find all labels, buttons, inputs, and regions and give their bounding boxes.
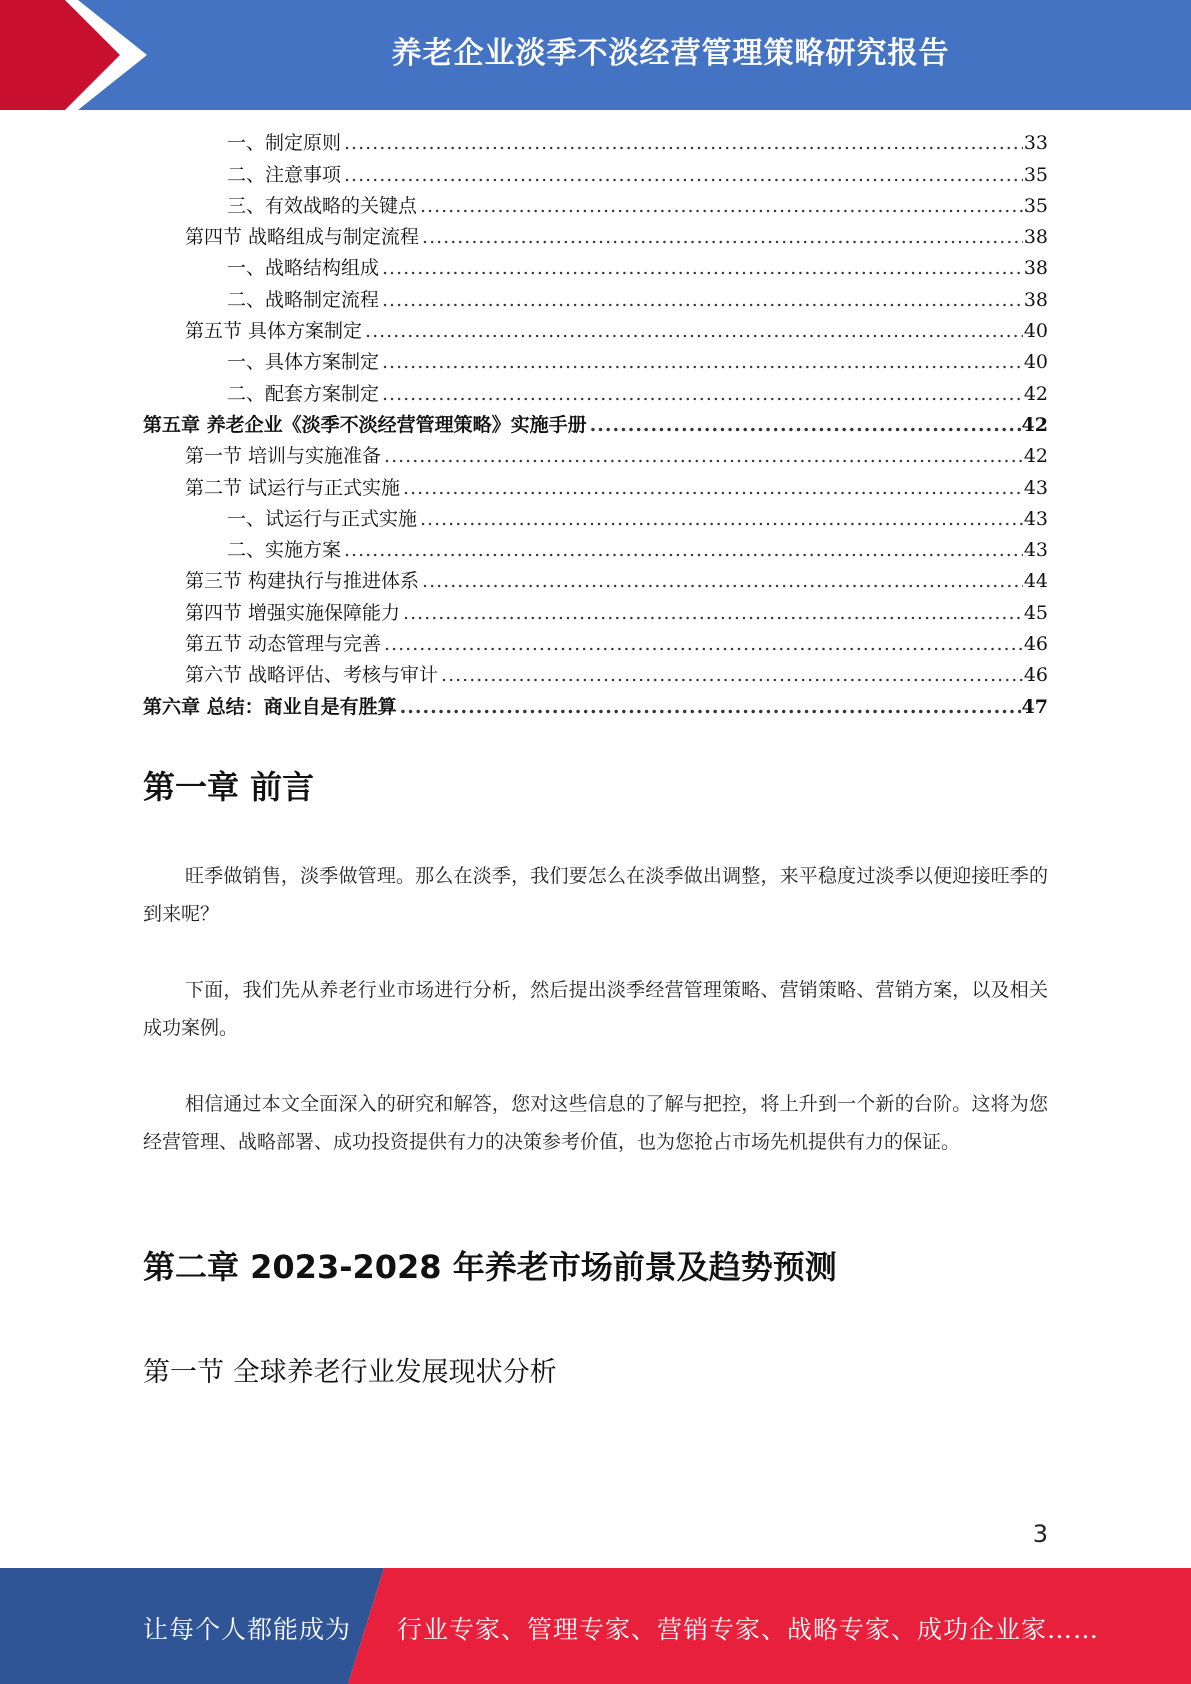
- toc-entry[interactable]: [143, 597, 1048, 628]
- intro-paragraph-2: 下面，我们先从养老行业市场进行分析，然后提出淡季经营管理策略、营销策略、营销方案，以及相关成功案例。: [143, 979, 1048, 1039]
- toc-leader-dots: [382, 285, 1023, 316]
- page-number: 3: [1032, 1520, 1048, 1548]
- toc-entry-title: 二、实施方案: [227, 539, 342, 562]
- footer-slogan-right: 行业专家、管理专家、营销专家、战略专家、成功企业家……: [397, 1615, 1100, 1644]
- toc-leader-dots: [420, 191, 1023, 222]
- toc-leader-dots: [382, 253, 1023, 284]
- toc-leader-dots: [420, 504, 1023, 535]
- table-of-contents: [143, 128, 1048, 723]
- toc-entry-title: 一、试运行与正式实施: [227, 507, 418, 530]
- header-arrow-decoration: [0, 0, 160, 110]
- toc-entry[interactable]: [143, 284, 1048, 315]
- toc-leader-dots: [365, 316, 1023, 347]
- toc-entry-title: 二、战略制定流程: [227, 288, 380, 311]
- toc-entry[interactable]: [143, 222, 1048, 253]
- toc-entry[interactable]: [143, 316, 1048, 347]
- chapter-1-heading: 第一章 前言: [143, 768, 315, 806]
- toc-entry-title: 一、战略结构组成: [227, 257, 380, 280]
- toc-leader-dots: [344, 160, 1023, 191]
- toc-entry[interactable]: [143, 504, 1048, 535]
- intro-paragraph-1: 旺季做销售，淡季做管理。那么在淡季，我们要怎么在淡季做出调整，来平稳度过淡季以便迎接旺季的到来呢？: [143, 865, 1048, 925]
- toc-entry-title: 第三节 构建执行与推进体系: [185, 570, 420, 593]
- toc-leader-dots: [384, 441, 1023, 472]
- toc-entry-page: 47: [1021, 695, 1048, 718]
- toc-leader-dots: [384, 629, 1023, 660]
- toc-leader-dots: [400, 692, 1021, 723]
- toc-entry-page: 45: [1023, 601, 1048, 624]
- toc-entry-page: 46: [1023, 664, 1048, 687]
- toc-entry-title: 第五节 具体方案制定: [185, 320, 363, 343]
- toc-entry-title: 第五节 动态管理与完善: [185, 633, 382, 656]
- toc-entry[interactable]: [143, 378, 1048, 409]
- toc-leader-dots: [403, 473, 1023, 504]
- toc-leader-dots: [344, 535, 1023, 566]
- toc-entry-page: 40: [1023, 320, 1048, 343]
- toc-entry-page: 38: [1023, 257, 1048, 280]
- toc-entry-page: 46: [1023, 633, 1048, 656]
- toc-entry-title: 三、有效战略的关键点: [227, 194, 418, 217]
- toc-entry-title: 第六节 战略评估、考核与审计: [185, 664, 439, 687]
- toc-entry-page: 35: [1023, 194, 1048, 217]
- toc-entry[interactable]: [143, 660, 1048, 691]
- page-header: [0, 0, 1191, 110]
- toc-entry[interactable]: [143, 347, 1048, 378]
- toc-entry-title: 二、注意事项: [227, 163, 342, 186]
- toc-entry-page: 35: [1023, 163, 1048, 186]
- toc-entry-page: 33: [1023, 132, 1048, 155]
- toc-entry-page: 40: [1023, 351, 1048, 374]
- toc-entry-title: 第六章 总结：商业自是有胜算: [143, 695, 397, 718]
- toc-entry-page: 43: [1023, 507, 1048, 530]
- report-title: 养老企业淡季不淡经营管理策略研究报告: [391, 36, 950, 71]
- intro-paragraph-3: 相信通过本文全面深入的研究和解答，您对这些信息的了解与把控，将上升到一个新的台阶。这将为您经营管理、战略部署、成功投资提供有力的决策参考价值，也为您抢占市场先机提供有力的保证。: [143, 1093, 1048, 1153]
- toc-entry-title: 一、具体方案制定: [227, 351, 380, 374]
- toc-leader-dots: [422, 566, 1023, 597]
- toc-chapter-entry[interactable]: [143, 410, 1048, 441]
- toc-leader-dots: [590, 410, 1021, 441]
- toc-leader-dots: [403, 598, 1023, 629]
- toc-entry-title: 第四节 增强实施保障能力: [185, 601, 401, 624]
- toc-entry[interactable]: [143, 128, 1048, 159]
- toc-entry[interactable]: [143, 441, 1048, 472]
- toc-entry-page: 44: [1023, 570, 1048, 593]
- toc-leader-dots: [344, 128, 1023, 159]
- toc-entry-page: 42: [1023, 445, 1048, 468]
- toc-entry-page: 43: [1023, 539, 1048, 562]
- toc-entry-title: 第四节 战略组成与制定流程: [185, 226, 420, 249]
- page-footer: [0, 1568, 1191, 1684]
- toc-entry[interactable]: [143, 629, 1048, 660]
- toc-leader-dots: [441, 660, 1023, 691]
- toc-entry-page: 43: [1023, 476, 1048, 499]
- toc-entry[interactable]: [143, 253, 1048, 284]
- toc-entry[interactable]: [143, 159, 1048, 190]
- toc-entry-page: 42: [1021, 413, 1048, 436]
- toc-entry-title: 第五章 养老企业《淡季不淡经营管理策略》实施手册: [143, 413, 587, 436]
- toc-entry[interactable]: [143, 191, 1048, 222]
- toc-entry[interactable]: [143, 566, 1048, 597]
- toc-chapter-entry[interactable]: [143, 691, 1048, 722]
- toc-entry[interactable]: [143, 472, 1048, 503]
- toc-entry[interactable]: [143, 535, 1048, 566]
- toc-entry-title: 第二节 试运行与正式实施: [185, 476, 401, 499]
- toc-entry-page: 38: [1023, 226, 1048, 249]
- toc-entry-title: 第一节 培训与实施准备: [185, 445, 382, 468]
- toc-entry-title: 一、制定原则: [227, 132, 342, 155]
- toc-leader-dots: [382, 347, 1023, 378]
- toc-leader-dots: [422, 222, 1023, 253]
- toc-entry-title: 二、配套方案制定: [227, 382, 380, 405]
- chapter-2-heading: 第二章 2023-2028 年养老市场前景及趋势预测: [143, 1248, 837, 1286]
- section-1-heading: 第一节 全球养老行业发展现状分析: [143, 1357, 557, 1388]
- toc-leader-dots: [382, 379, 1023, 410]
- footer-slogan-left: 让每个人都能成为: [143, 1615, 352, 1644]
- toc-entry-page: 42: [1023, 382, 1048, 405]
- toc-entry-page: 38: [1023, 288, 1048, 311]
